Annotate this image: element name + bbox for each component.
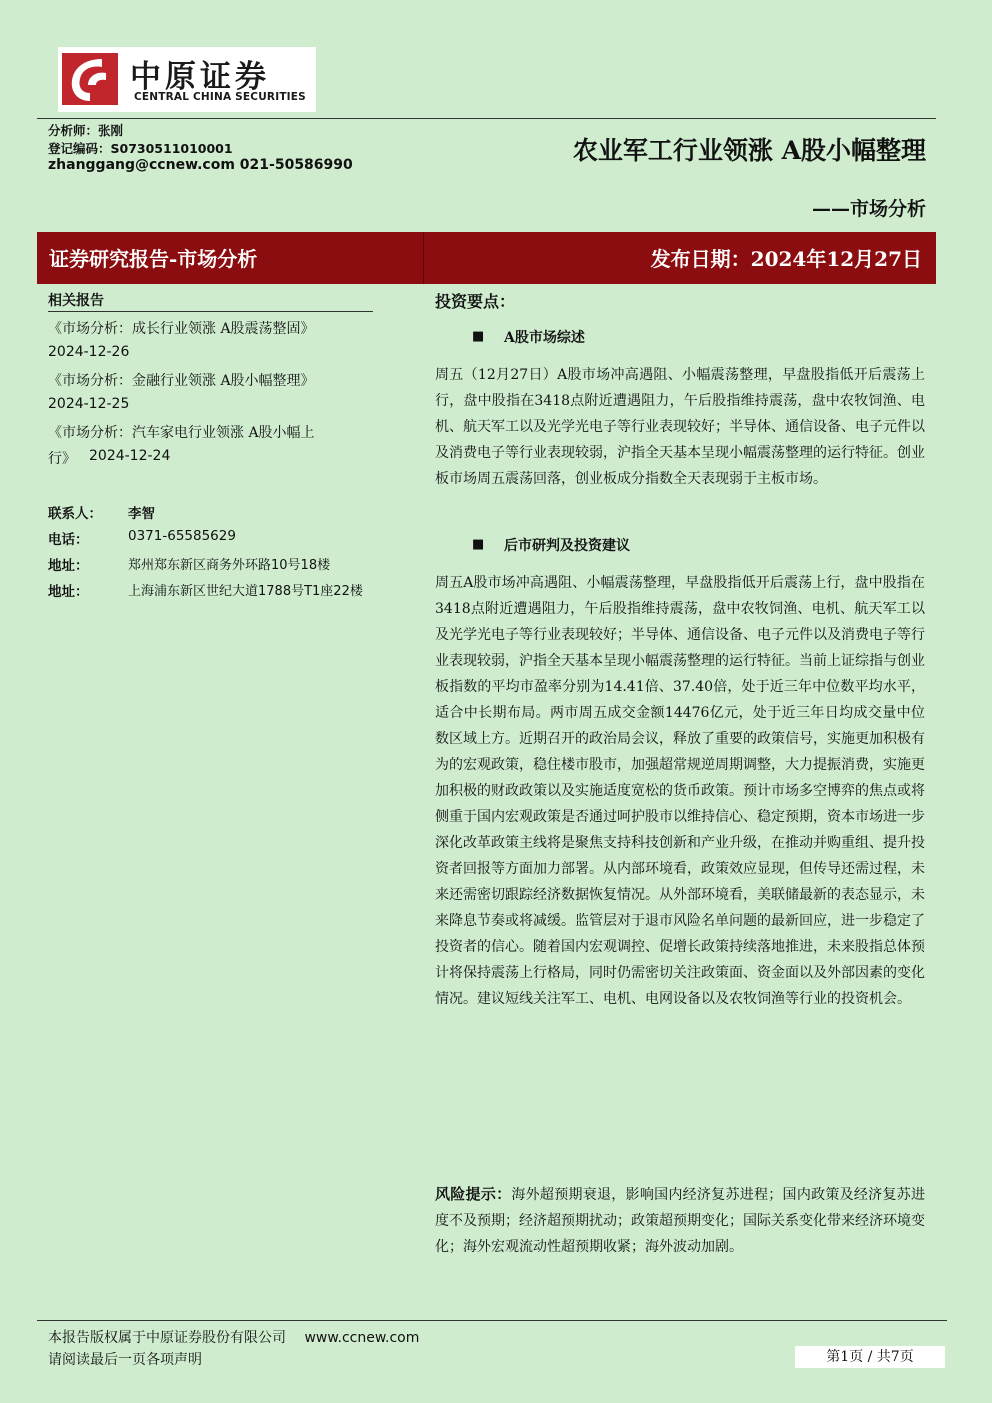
publish-date: 发布日期：2024年12月27日: [650, 247, 922, 271]
company-logo: [58, 47, 316, 112]
risk-warning: [435, 1181, 925, 1285]
report-banner: [37, 232, 936, 284]
related-report-title[interactable]: 《市场分析：成长行业领涨 A股震荡整固》: [48, 321, 315, 337]
report-subtitle: ——市场分析: [811, 198, 926, 220]
risk-warning-label: 风险提示：: [435, 1185, 512, 1203]
report-category: 证券研究报告-市场分析: [49, 247, 258, 271]
related-report-date: 2024-12-25: [48, 396, 130, 412]
section-heading-outlook: 后市研判及投资建议: [504, 538, 630, 554]
related-report-title[interactable]: 《市场分析：汽车家电行业领涨 A股小幅上: [48, 425, 315, 441]
related-report-date: 2024-12-26: [48, 344, 130, 360]
analyst-contact: zhanggang@ccnew.com 021-50586990: [48, 157, 353, 173]
banner-divider: [423, 232, 424, 284]
outlook-text: 周五A股市场冲高遇阻、小幅震荡整理，早盘股指低开后震荡上行，盘中股指在3418点附近遭遇阻力，午后股指维持震荡，盘中农牧饲渔、电机、航天军工以及光学光电子等行业表现较好；半导体、通信设备、电子元件以及消费电子等行业表现较弱，沪指全天基本呈现小幅震荡整理的运行特征。当前上证综指与创业板指数的平均市盈率分别为14.41倍、37.40倍，处于近三年中位数平均水平，适合中长期布局。两市周五成交金额14476亿元，处于近三年日均成交量中位数区域上方。近期召开的政治局会议，释放了重要的政策信号，实施更加积极有为的宏观政策，稳住楼市股市，加强超常规逆周期调整，大力提振消费，实施更加积极的财政政策以及实施适度宽松的货币政策。预计市场多空博弈的焦点或将侧重于国内宏观政策是否通过呵护股市以维持信心、稳定预期，资本市场进一步深化改革政策主线将是聚焦支持科技创新和产业升级，在推动并购重组、提升投资者回报等方面加力部署。从内部环境看，政策效应显现，但传导还需过程，未来还需密切跟踪经济数据恢复情况。从外部环境看，美联储最新的表态显示，未来降息节奏或将减缓。监管层对于退市风险名单问题的最新回应，进一步稳定了投资者的信心。随着国内宏观调控、促增长政策持续落地推进，未来股指总体预计将保持震荡上行格局，同时仍需密切关注政策面、资金面以及外部因素的变化情况。建议短线关注军工、电机、电网设备以及农牧饲渔等行业的投资机会。: [435, 575, 925, 1007]
bullet-square-icon: ■: [472, 537, 485, 552]
related-report-date: 2024-12-24: [89, 448, 171, 464]
related-reports-heading: 相关报告: [48, 293, 104, 309]
related-report-title[interactable]: 《市场分析：金融行业领涨 A股小幅整理》: [48, 373, 315, 389]
investment-highlights-heading: 投资要点：: [435, 292, 516, 311]
analyst-registration: 登记编码：S0730511010001: [48, 141, 233, 156]
analyst-name: 分析师：张刚: [48, 123, 124, 138]
address-label: 地址：: [48, 558, 89, 574]
logo-english-name: CENTRAL CHINA SECURITIES: [134, 91, 306, 103]
contact-person-value: 李智: [128, 506, 155, 522]
phone-label: 电话：: [48, 532, 89, 548]
footer-disclaimer: 请阅读最后一页各项声明: [48, 1352, 202, 1368]
market-overview-text: 周五（12月27日）A股市场冲高遇阻、小幅震荡整理，早盘股指低开后震荡上行，盘中股指在3418点附近遭遇阻力，午后股指维持震荡，盘中农牧饲渔、电机、航天军工以及光学光电子等行业表现较好；半导体、通信设备、电子元件以及消费电子等行业表现较弱，沪指全天基本呈现小幅震荡整理的运行特征。创业板市场周五震荡回落，创业板成分指数全天表现弱于主板市场。: [435, 367, 925, 487]
phone-value: 0371-65585629: [128, 528, 236, 544]
logo-mark-icon: [62, 53, 118, 105]
contact-person-label: 联系人：: [48, 506, 102, 522]
footer-copyright-line: [48, 1327, 419, 1347]
header-rule: [37, 118, 936, 119]
bullet-square-icon: ■: [472, 329, 485, 344]
report-title: 农业军工行业领涨 A股小幅整理: [572, 136, 926, 165]
related-reports-rule: [48, 311, 373, 312]
section-heading-market-overview: A股市场综述: [504, 330, 585, 346]
footer-rule: [37, 1320, 947, 1321]
footer-copyright: 本报告版权属于中原证券股份有限公司: [48, 1330, 286, 1346]
address-value: 上海浦东新区世纪大道1788号T1座22楼: [128, 584, 363, 599]
logo-chinese-name: 中原证券: [130, 59, 270, 95]
address-value: 郑州郑东新区商务外环路10号18楼: [128, 558, 331, 573]
risk-warning-text: 海外超预期衰退，影响国内经济复苏进程；国内政策及经济复苏进度不及预期；经济超预期扰动；政策超预期变化；国际关系变化带来经济环境变化；海外宏观流动性超预期收紧；海外波动加剧。: [435, 1187, 925, 1255]
page-indicator: 第1页 / 共7页: [795, 1346, 945, 1368]
footer-website-link[interactable]: www.ccnew.com: [304, 1330, 420, 1346]
address-label: 地址：: [48, 584, 89, 600]
related-report-title-cont[interactable]: 行》: [48, 451, 76, 467]
